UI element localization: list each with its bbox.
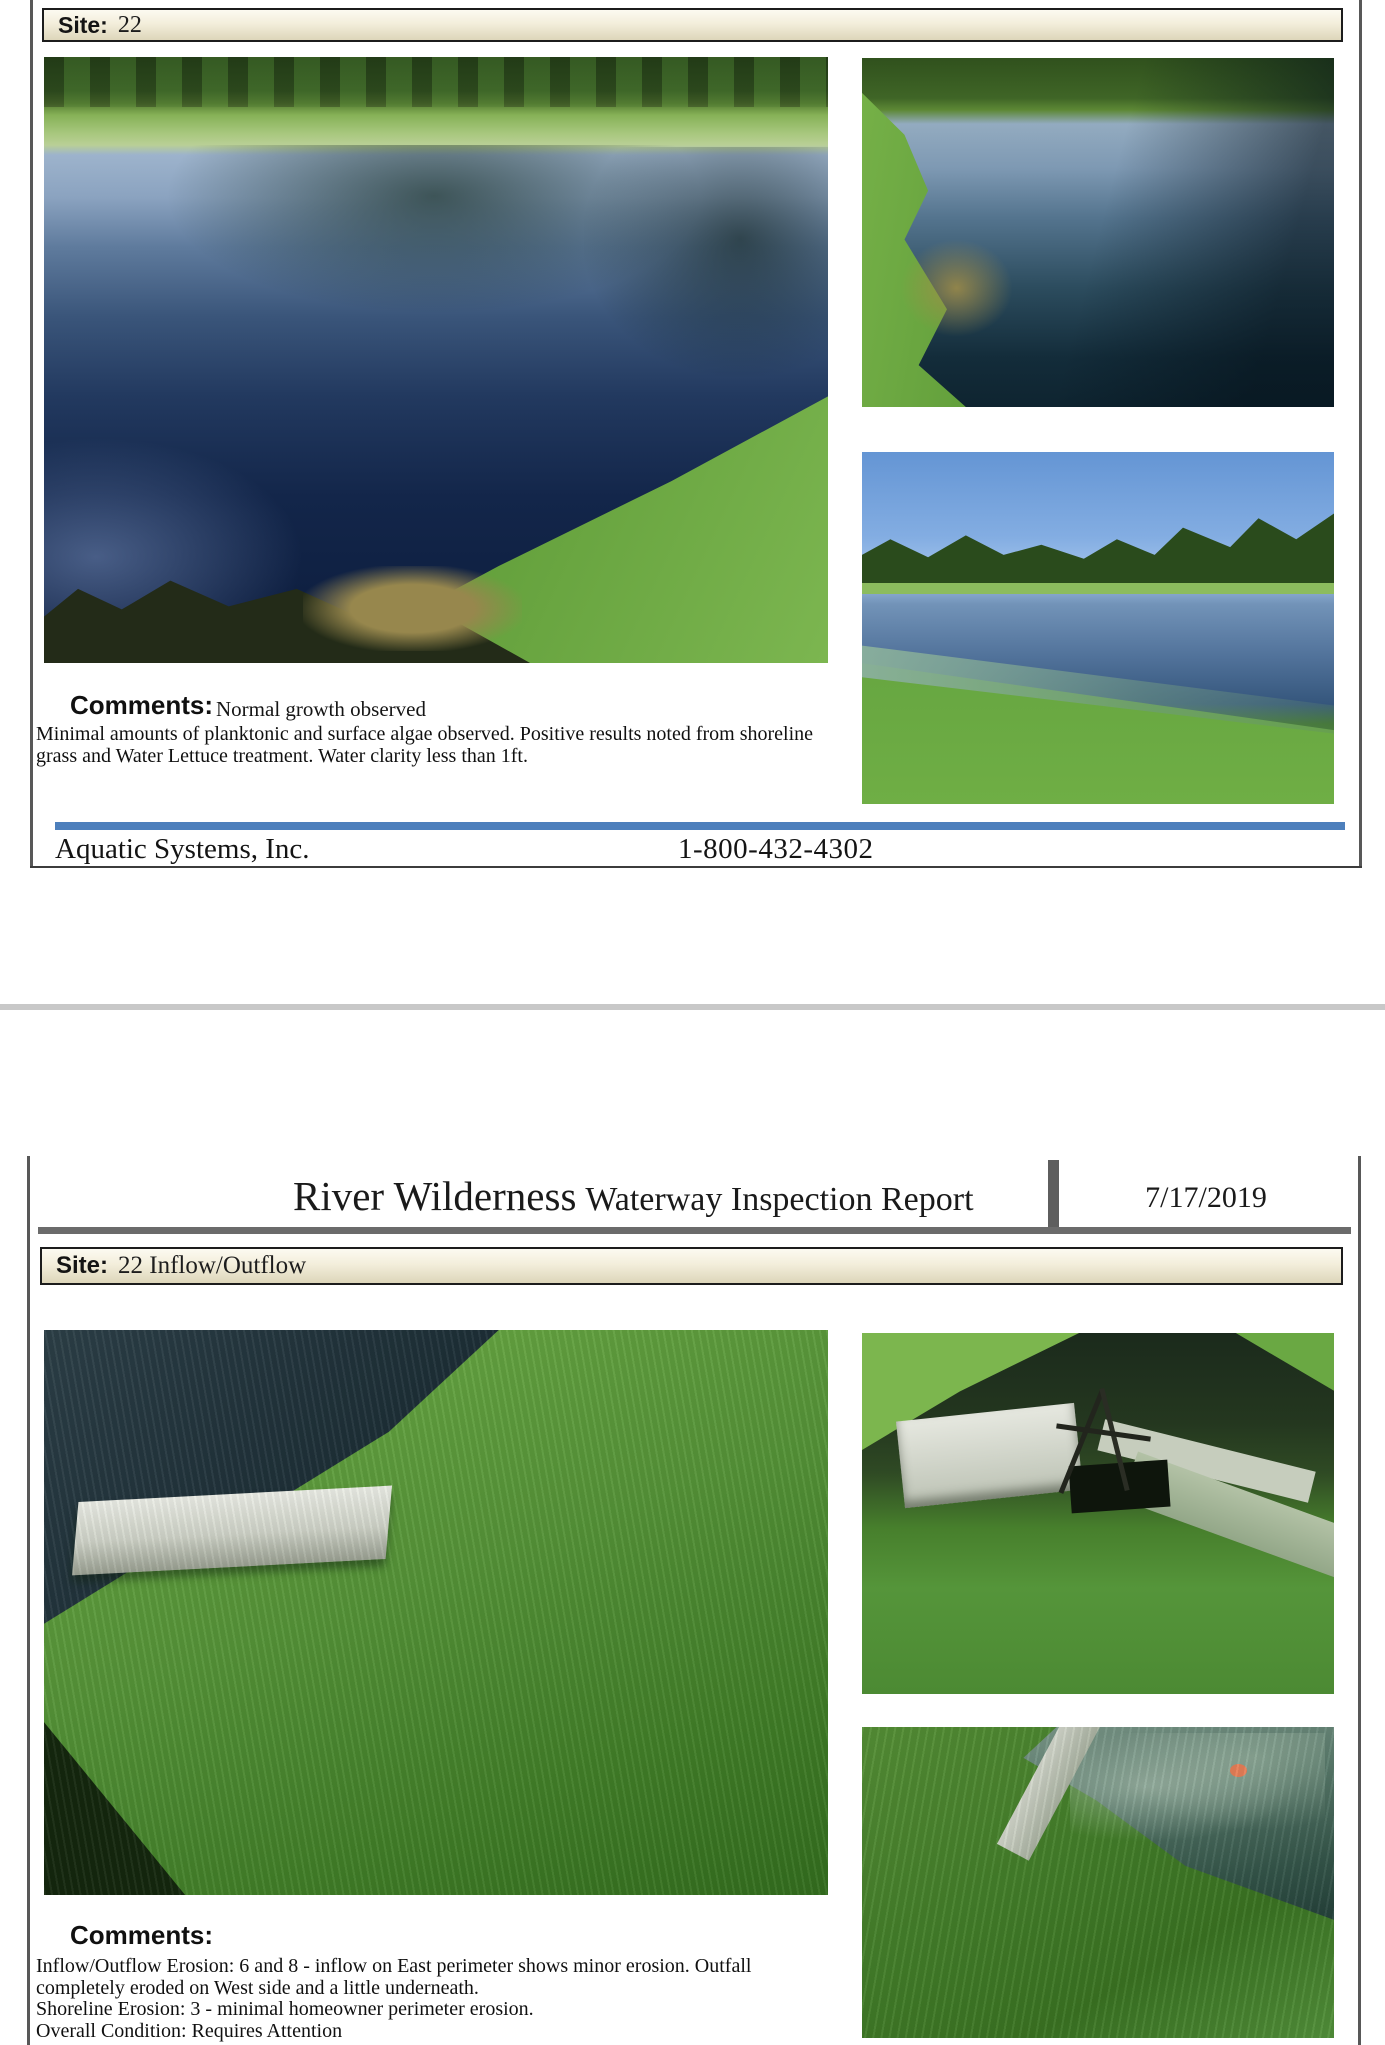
title-date-separator [1048,1160,1059,1234]
footer-phone-number: 1-800-432-4302 [678,833,874,865]
comments-body-line: completely eroded on West side and a little underneath. [36,1976,479,1999]
page1-site-value: 22 [117,11,142,38]
photo-pond-algae-edge [862,452,1334,804]
page2-site-bar [40,1247,1343,1285]
comments-body-line: Minimal amounts of planktonic and surface algae observed. Positive results noted from shoreline [36,723,814,745]
header-underline-bar [38,1227,1351,1234]
page2-comments-body [36,1956,876,2042]
photo-spillway-erosion [862,1727,1334,2038]
comments-body-line: grass and Water Lettuce treatment. Water clarity less than 1ft. [36,744,528,767]
page1-comments-heading: Comments: [70,690,214,720]
photo-outfall-structure [862,1333,1334,1694]
comments-body-line: Inflow/Outflow Erosion: 6 and 8 - inflow on East perimeter shows minor erosion. Outfall [36,1955,752,1977]
comments-body-line: Shoreline Erosion: 3 - minimal homeowner perimeter erosion. [36,1998,534,2020]
photo-shoreline-bank [862,58,1334,407]
photo-outfall-bank [44,1330,828,1895]
report-date: 7/17/2019 [1145,1181,1267,1214]
page1-site-bar [42,8,1343,42]
report-title-main: River Wilderness [293,1173,577,1219]
page2-left-border [27,1156,30,2045]
page2-site-value: 22 Inflow/Outflow [118,1252,307,1279]
page2-right-border [1358,1156,1361,2045]
page2-site-label: Site: [56,1252,109,1279]
footer-accent-bar [55,822,1345,830]
page1-comments-note: Normal growth observed [216,697,426,721]
photo-pond-overview [44,57,828,663]
footer-company-name: Aquatic Systems, Inc. [55,833,310,865]
footer-rule [30,866,1362,868]
page-separator [0,1004,1385,1010]
report-title [293,1172,974,1220]
page1-comments-body [36,724,876,767]
page2-comments-heading: Comments: [70,1920,214,1950]
page1-site-label: Site: [58,11,108,38]
comments-body-line: Overall Condition: Requires Attention [36,2019,343,2042]
report-title-sub: Waterway Inspection Report [585,1181,974,1218]
page1-right-border [1359,0,1362,868]
page1-left-border [30,0,33,868]
